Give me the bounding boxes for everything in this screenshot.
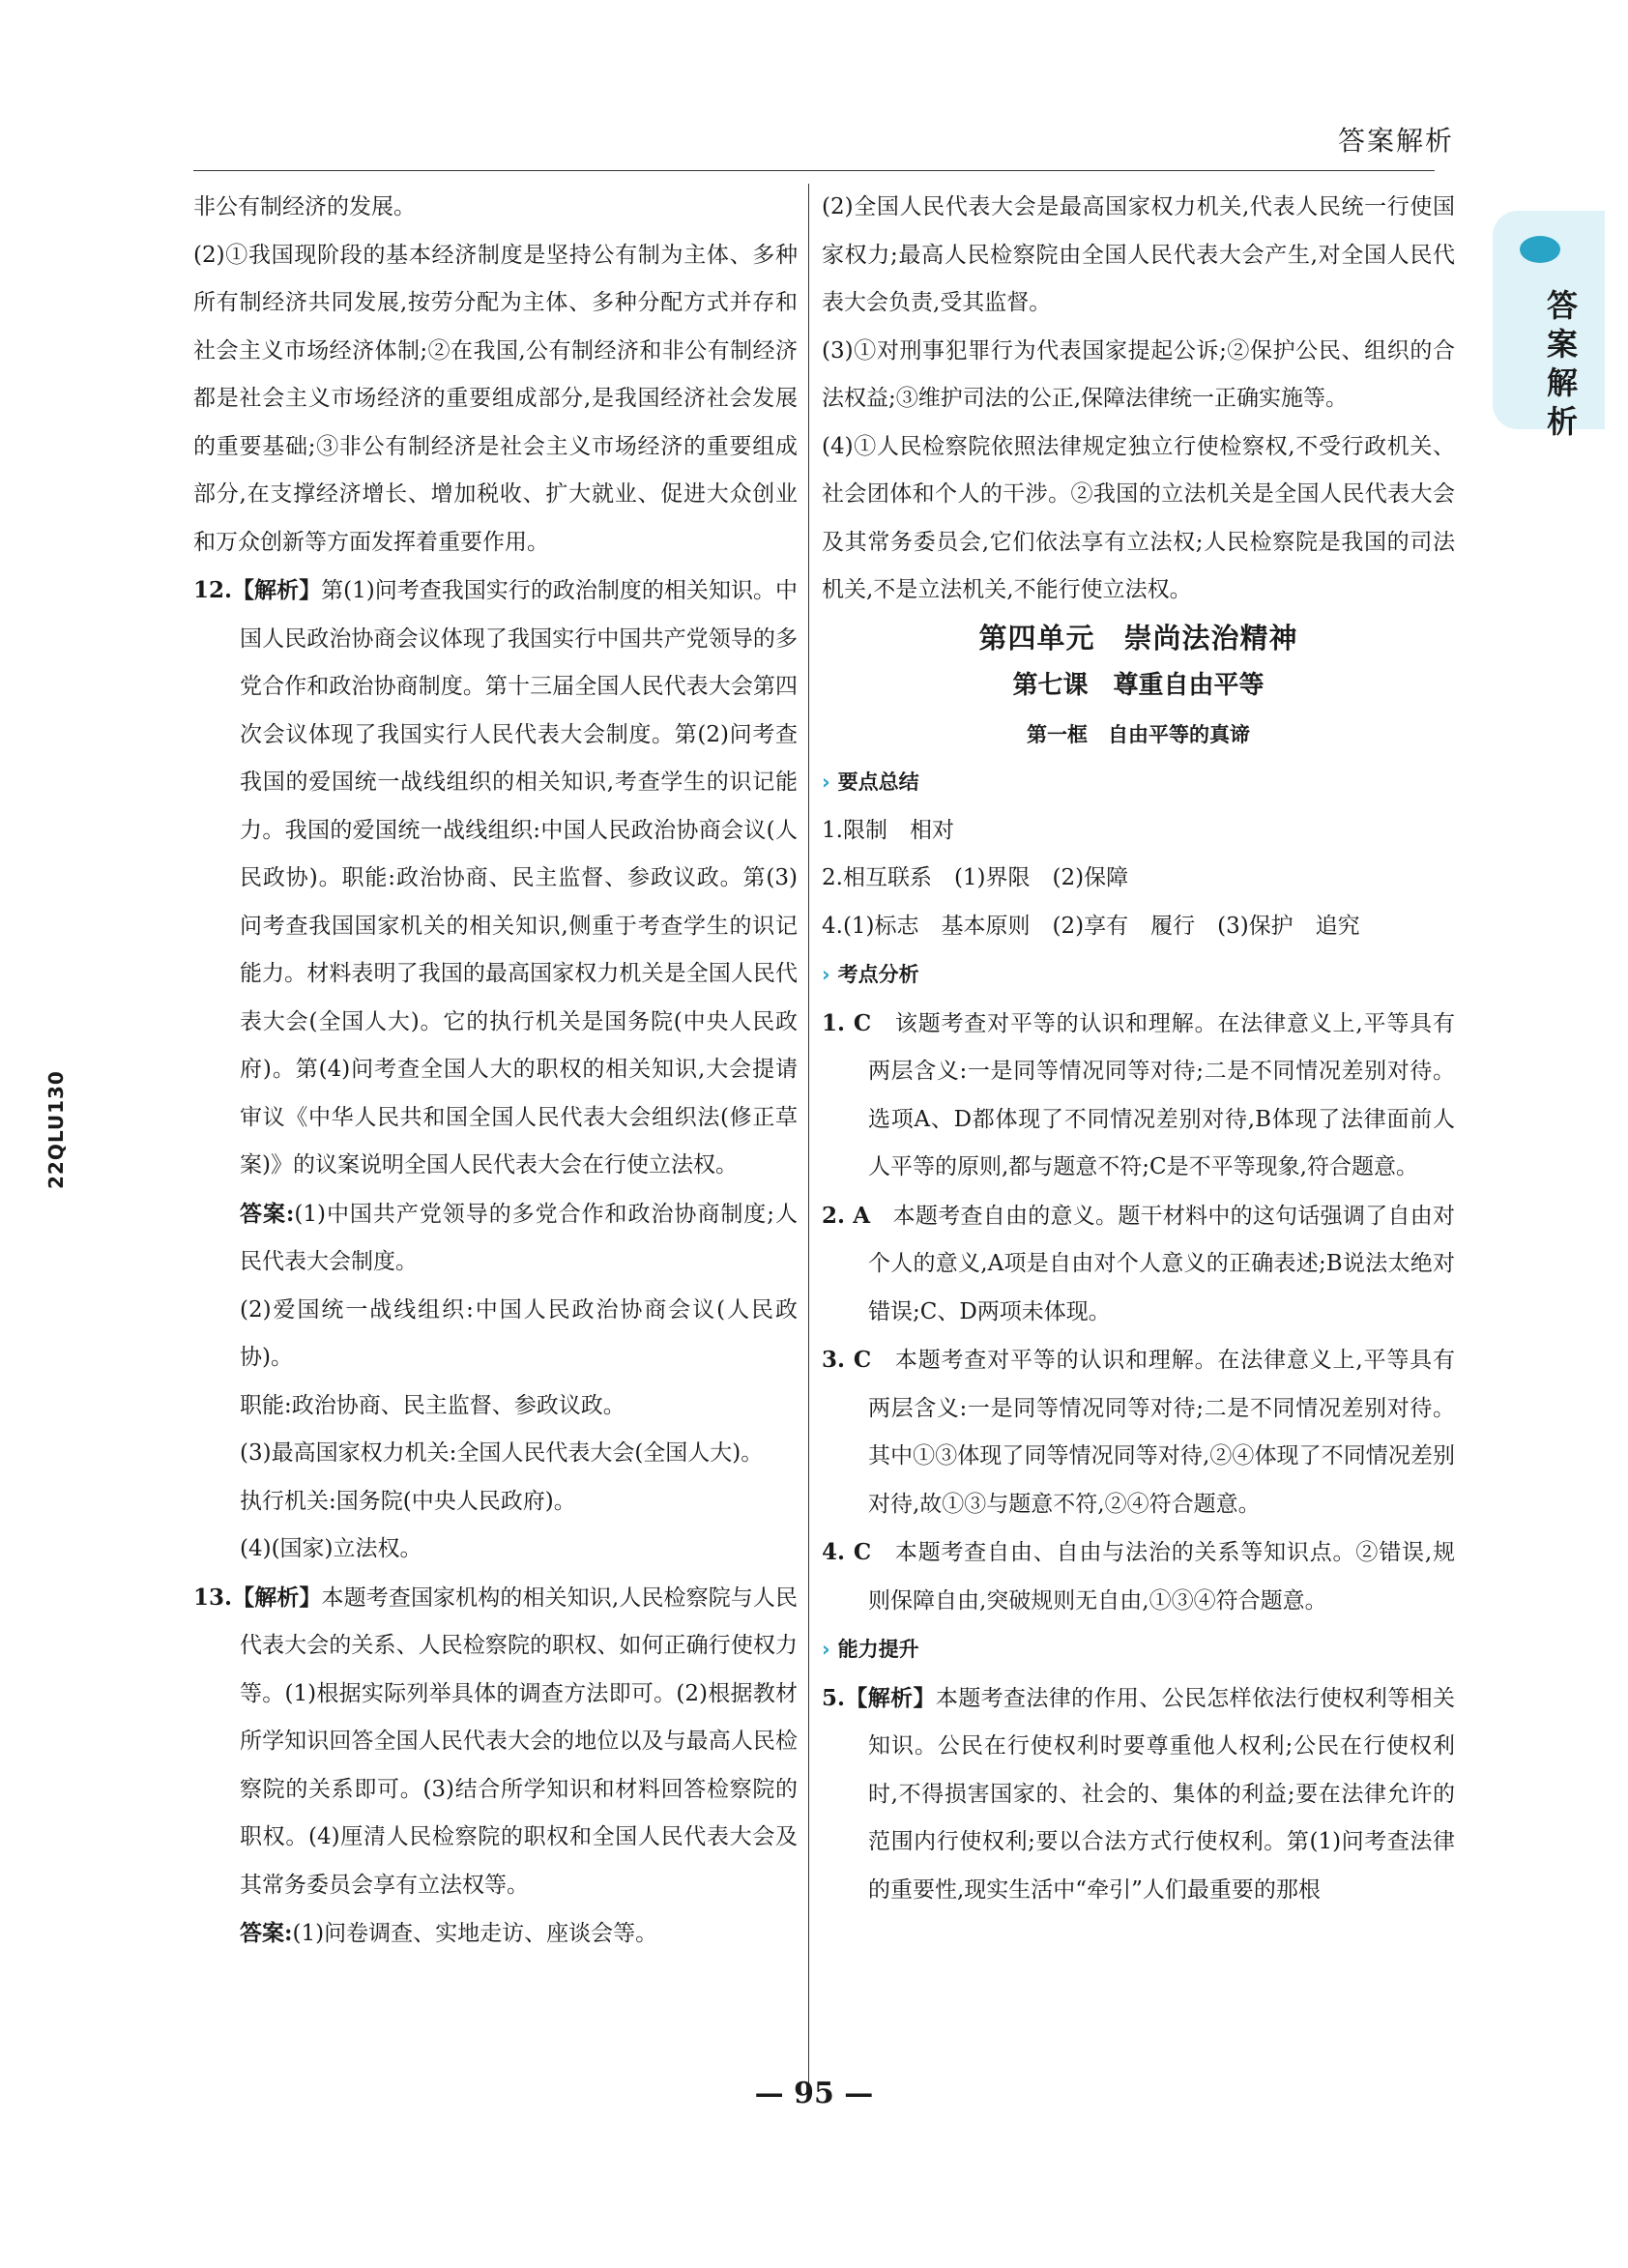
lesson-title: 第七课 尊重自由平等 — [1012, 671, 1265, 700]
right-column — [822, 184, 1455, 1914]
answer-line: 执行机关:国务院(中央人民政府)。 — [240, 1488, 576, 1514]
section-heading: › 要点总结 — [822, 770, 919, 794]
answer-line: (3)最高国家权力机关:全国人民代表大会(全国人大)。 — [240, 1440, 764, 1466]
answer-number: 1. C — [822, 1009, 872, 1036]
answer-text: 该题考查对平等的认识和理解。在法律意义上,平等具有两层含义:一是同等情况同等对待;二是不同情况差别对待。选项A、D都体现了不同情况差别对待,B体现了法律面前人人平等的原则,都与题意不符;C是不平等现象,符合题意。 — [868, 1010, 1455, 1179]
paragraph: (3)①对刑事犯罪行为代表国家提起公诉;②保护公民、组织的合法权益;③维护司法的公正,保障法律统一正确实施等。 — [822, 337, 1455, 411]
answer-number: 5. — [822, 1684, 846, 1711]
answer-item — [822, 1336, 1455, 1528]
paragraph: (2)全国人民代表大会是最高国家权力机关,代表人民统一行使国家权力;最高人民检察院由全国人民代表大会产生,对全国人民代表大会负责,受其监督。 — [822, 194, 1455, 315]
chevron-right-icon: › — [822, 963, 830, 986]
answer-line: 职能:政治协商、民主监督、参政议政。 — [240, 1392, 625, 1418]
side-tab — [1493, 211, 1605, 440]
frame-title: 第一框 自由平等的真谛 — [1027, 721, 1250, 746]
side-tab-label: 答案解析 — [1546, 287, 1578, 440]
answer-13 — [193, 1909, 798, 1959]
answer-number: 4. C — [822, 1539, 872, 1565]
answer-line: (4)(国家)立法权。 — [240, 1536, 422, 1561]
question-13 — [193, 1574, 798, 1910]
answer-item — [822, 1528, 1455, 1625]
answer-text: (1)问卷调查、实地走访、座谈会等。 — [292, 1921, 658, 1946]
answer-text: 本题考查自由、自由与法治的关系等知识点。②错误,规则保障自由,突破规则无自由,①③④符合题意。 — [868, 1540, 1455, 1614]
answer-12 — [193, 1190, 798, 1287]
answer-number: 3. C — [822, 1347, 872, 1373]
answer-label: 答案: — [240, 1920, 293, 1946]
question-number: 13. — [193, 1584, 233, 1611]
left-column — [193, 184, 798, 1959]
section-heading: › 能力提升 — [822, 1637, 919, 1661]
analysis-tag: 【解析】 — [232, 1584, 322, 1611]
answer-text: 本题考查对平等的认识和理解。在法律意义上,平等具有两层含义:一是同等情况同等对待;二是不同情况差别对待。其中①③体现了同等情况同等对待,②④体现了不同情况差别对待,故①③与题意不符,②④符合题意。 — [868, 1348, 1455, 1517]
answer-text: (1)中国共产党领导的多党合作和政治协商制度;人民代表大会制度。 — [240, 1201, 798, 1274]
answer-item — [822, 1674, 1455, 1915]
question-number: 12. — [193, 577, 233, 603]
answer-label: 答案: — [240, 1200, 295, 1227]
answer-item — [822, 1192, 1455, 1337]
answer-text: 本题考查自由的意义。题干材料中的这句话强调了自由对个人的意义,A项是自由对个人意义的正确表述;B说法太绝对错误;C、D两项未体现。 — [868, 1203, 1456, 1324]
side-code: 22QLU130 — [44, 1070, 68, 1189]
key-point: 4.(1)标志 基本原则 (2)享有 履行 (3)保护 追究 — [822, 913, 1360, 939]
key-point: 1.限制 相对 — [822, 817, 954, 843]
answer-text: 本题考查法律的作用、公民怎样依法行使权利等相关知识。公民在行使权利时要尊重他人权利;公民在行使权利时,不得损害国家的、社会的、集体的利益;要在法律允许的范围内行使权利;要以合法方式行使权利。第(1)问考查法律的重要性,现实生活中“牵引”人们最重要的那根 — [868, 1685, 1456, 1903]
answer-line: (2)爱国统一战线组织:中国人民政治协商会议(人民政协)。 — [240, 1296, 798, 1370]
header-rule — [193, 170, 1435, 171]
section-heading: › 考点分析 — [822, 962, 919, 986]
header-title: 答案解析 — [1337, 125, 1454, 157]
paragraph: (4)①人民检察院依照法律规定独立行使检察权,不受行政机关、社会团体和个人的干涉。②我国的立法机关是全国人民代表大会及其常务委员会,它们依法享有立法权;人民检察院是我国的司法机关,不是立法机关,不能行使立法权。 — [822, 433, 1455, 602]
key-point: 2.相互联系 (1)界限 (2)保障 — [822, 865, 1129, 890]
answer-item — [822, 1000, 1455, 1192]
paragraph: 非公有制经济的发展。 — [193, 194, 416, 219]
column-divider — [808, 184, 809, 2088]
question-text: 第(1)问考查我国实行的政治制度的相关知识。中国人民政治协商会议体现了我国实行中国共产党领导的多党合作和政治协商制度。第十三届全国人民代表大会第四次会议体现了我国实行人民代表大会制度。第(2)问考查我国的爱国统一战线组织的相关知识,考查学生的识记能力。我国的爱国统一战线组织:中国人民政治协商会议(人民政协)。职能:政治协商、民主监督、参政议政。第(3)问考查我国国家机关的相关知识,侧重于考查学生的识记能力。材料表明了我国的最高国家权力机关是全国人民代表大会(全国人大)。它的执行机关是国务院(中央人民政府)。第(4)问考查全国人大的职权的相关知识,大会提请审议《中华人民共和国全国人民代表大会组织法(修正草案)》的议案说明全国人民代表大会在行使立法权。 — [240, 578, 798, 1178]
analysis-tag: 【解析】 — [232, 577, 322, 603]
chevron-right-icon: › — [822, 1638, 830, 1661]
analysis-tag: 【解析】 — [845, 1684, 936, 1711]
chevron-right-icon: › — [822, 771, 830, 794]
logo-icon — [1520, 236, 1560, 263]
page-number: — 95 — — [754, 2077, 874, 2110]
paragraph: (2)①我国现阶段的基本经济制度是坚持公有制为主体、多种所有制经济共同发展,按劳分配为主体、多种分配方式并存和社会主义市场经济体制;②在我国,公有制经济和非公有制经济都是社会主义市场经济的重要组成部分,是我国经济社会发展的重要基础;③非公有制经济是社会主义市场经济的重要组成部分,在支撑经济增长、增加税收、扩大就业、促进大众创业和万众创新等方面发挥着重要作用。 — [193, 242, 798, 555]
question-text: 本题考查国家机构的相关知识,人民检察院与人民代表大会的关系、人民检察院的职权、如何正确行使权力等。(1)根据实际列举具体的调查方法即可。(2)根据教材所学知识回答全国人民代表大会的地位以及与最高人民检察院的关系即可。(3)结合所学知识和材料回答检察院的职权。(4)厘清人民检察院的职权和全国人民代表大会及其常务委员会享有立法权等。 — [240, 1585, 799, 1898]
unit-title: 第四单元 崇尚法治精神 — [978, 621, 1298, 654]
answer-number: 2. A — [822, 1202, 871, 1229]
question-12 — [193, 567, 798, 1190]
